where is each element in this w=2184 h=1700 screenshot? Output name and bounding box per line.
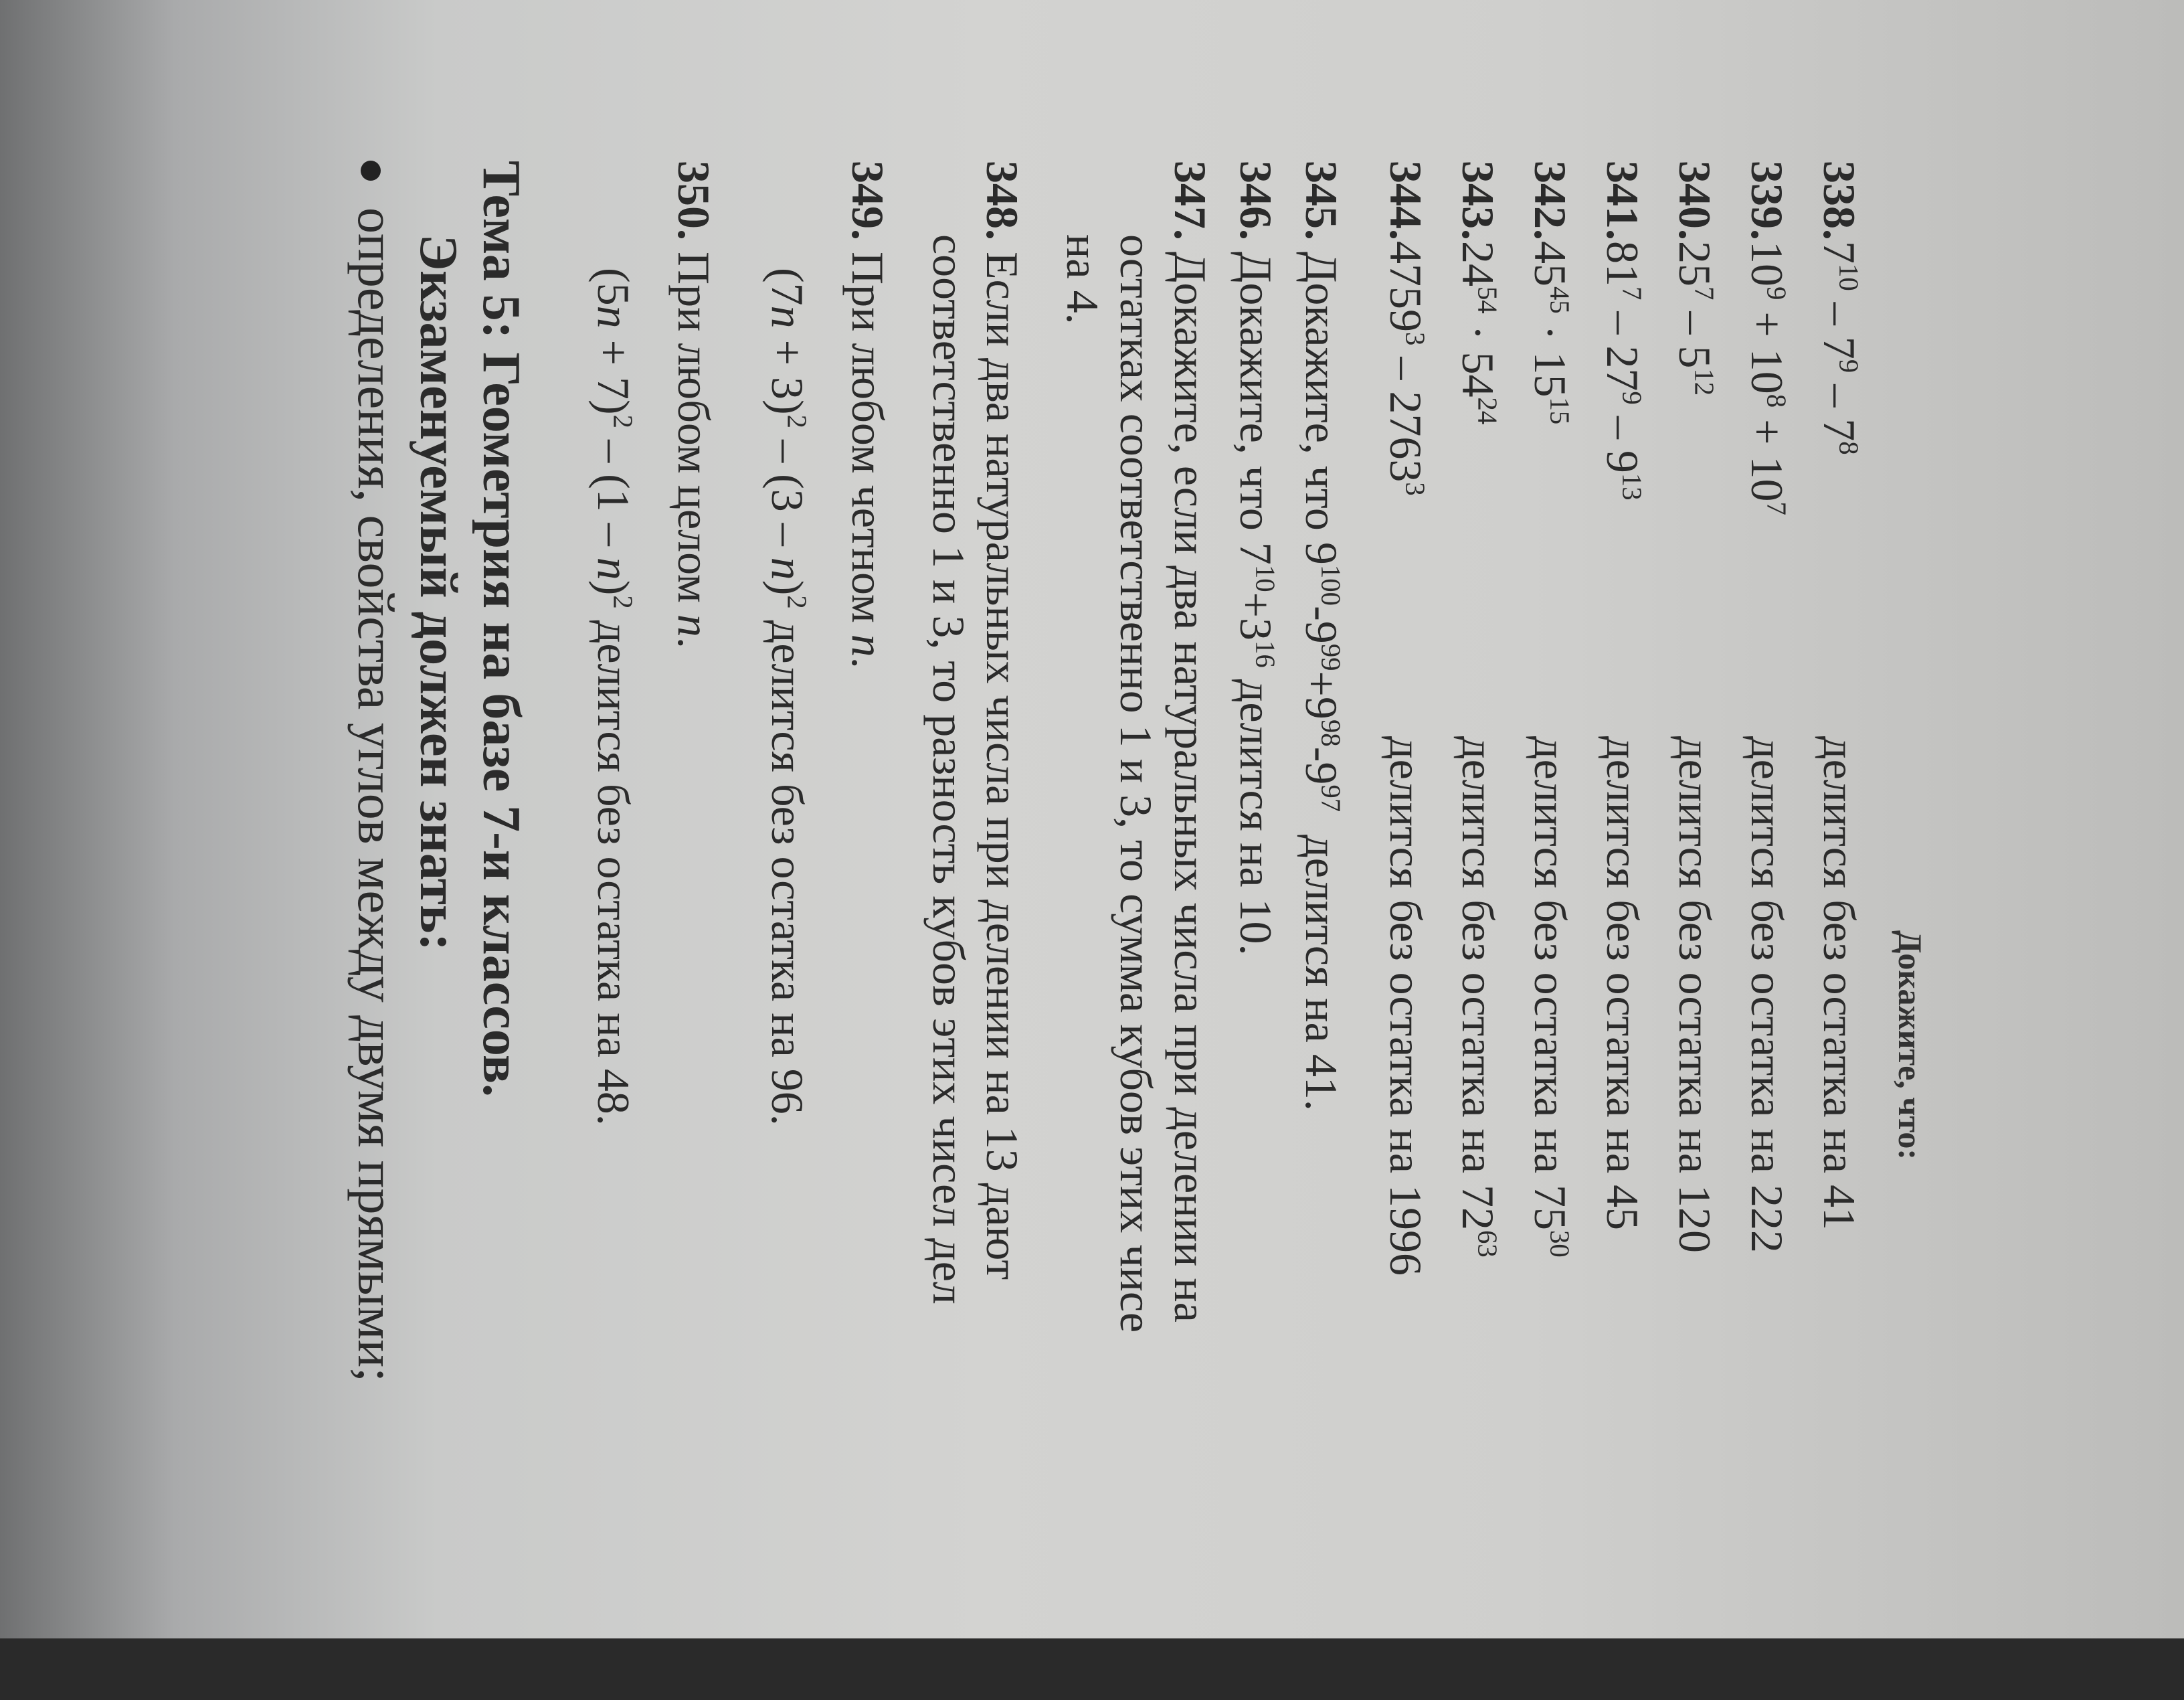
task-349 bbox=[761, 161, 895, 1700]
task-expression: $24^{54} \cdot 54^{24}$ bbox=[1453, 241, 1504, 425]
task-text-line: на 4. bbox=[1057, 234, 1109, 325]
task-number: 344. bbox=[1380, 161, 1431, 240]
task-claim: делится без остатка на 120 bbox=[1669, 736, 1720, 1254]
task-number: 341. bbox=[1597, 161, 1648, 240]
task-claim: делится без остатка на 1996 bbox=[1380, 736, 1431, 1276]
bullet-text: определения, свойства углов между двумя прямыми; bbox=[347, 207, 405, 1382]
task-text-line: Докажите, если два натуральных числа при делении на bbox=[1164, 252, 1216, 1323]
task-formula: $(7n + 3)^2 - (3 - n)^2$ делится без остатка на 96. bbox=[762, 268, 814, 1126]
topic-heading: Тема 5: Геометрия на базе 7-и классов. bbox=[472, 161, 531, 1098]
bullet-item bbox=[345, 161, 407, 1700]
task-number: 342. bbox=[1525, 161, 1576, 240]
page-text bbox=[345, 161, 1930, 1700]
task-text-line: соответственно 1 и 3, то разность кубов этих чисел дел bbox=[923, 234, 974, 1304]
task-338 bbox=[1794, 161, 1866, 1700]
task-347 bbox=[1056, 161, 1217, 1700]
task-number: 338. bbox=[1814, 161, 1865, 240]
task-claim: делится без остатка на $72^{63}$ bbox=[1453, 736, 1504, 1258]
task-339 bbox=[1722, 161, 1794, 1700]
task-claim: делится без остатка на $75^{30}$ bbox=[1525, 736, 1576, 1258]
task-expression: 4759$^3$ – 2763$^3$ bbox=[1380, 241, 1431, 496]
task-number: 339. bbox=[1742, 161, 1793, 240]
task-text: Докажите, что $9^{100}-9^{99}+9^{98}-9^{97}$ делится на 41. bbox=[1296, 252, 1347, 1111]
task-claim: делится без остатка на 45 bbox=[1597, 736, 1648, 1231]
task-claim: делится без остатка на 41 bbox=[1814, 736, 1865, 1231]
task-number: 343. bbox=[1453, 161, 1504, 240]
task-text-line: остатках соответственно 1 и 3, то сумма кубов этих чисе bbox=[1111, 234, 1162, 1333]
task-number: 347. bbox=[1164, 161, 1216, 240]
task-number: 350. bbox=[668, 161, 719, 240]
task-text: При любом целом n. bbox=[668, 252, 719, 649]
task-expression: $10^9 + 10^8 + 10^7$ bbox=[1742, 241, 1793, 515]
task-348 bbox=[921, 161, 1028, 1700]
task-expression: $7^{10} - 7^9 - 7^8$ bbox=[1814, 241, 1865, 455]
task-350 bbox=[586, 161, 720, 1700]
task-341 bbox=[1577, 161, 1649, 1700]
topic-subheading: Экзаменуемый должен знать: bbox=[409, 234, 468, 951]
task-claim: делится без остатка на 222 bbox=[1742, 736, 1793, 1254]
task-344 bbox=[1360, 161, 1433, 1700]
task-text-line: Если два натуральных числа при делении на 13 дают bbox=[976, 252, 1028, 1280]
task-number: 349. bbox=[842, 161, 894, 240]
task-345 bbox=[1295, 161, 1348, 1700]
task-text: При любом четном n. bbox=[842, 252, 894, 669]
task-text: Докажите, что $7^{10}+3^{16}$ делится на 10. bbox=[1230, 252, 1281, 956]
task-340 bbox=[1649, 161, 1722, 1700]
task-number: 346. bbox=[1230, 161, 1281, 240]
short-task-list bbox=[1360, 161, 1866, 1700]
task-343 bbox=[1433, 161, 1505, 1700]
task-342 bbox=[1505, 161, 1577, 1700]
task-346 bbox=[1229, 161, 1283, 1700]
task-expression: $45^{45} \cdot 15^{15}$ bbox=[1525, 241, 1576, 425]
task-expression: $25^7 - 5^{12}$ bbox=[1669, 241, 1720, 396]
task-number: 340. bbox=[1669, 161, 1720, 240]
task-number: 348. bbox=[976, 161, 1028, 240]
section-heading: Докажите, что: bbox=[1892, 930, 1929, 1161]
task-expression: $81^7 - 27^9 - 9^{13}$ bbox=[1597, 241, 1648, 501]
task-formula: $(5n + 7)^2 - (1 - n)^2$ делится без остатка на 48. bbox=[587, 268, 639, 1126]
task-number: 345. bbox=[1296, 161, 1347, 240]
bullet-icon bbox=[361, 161, 381, 181]
